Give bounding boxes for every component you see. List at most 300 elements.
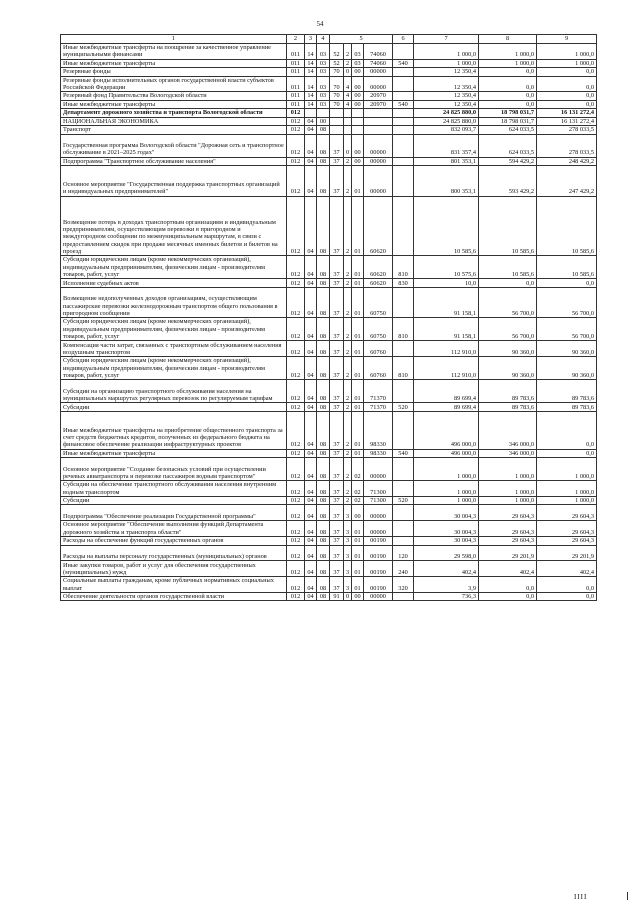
- code-subprogram: 2: [344, 287, 352, 317]
- code-subsection: 00: [317, 117, 330, 126]
- amount-year-2: 29 201,9: [479, 545, 537, 561]
- code-direction: 60620: [364, 256, 393, 279]
- code-section: 04: [305, 561, 317, 577]
- code-expense-type: [393, 68, 414, 77]
- amount-year-1: 91 158,1: [414, 287, 479, 317]
- amount-year-1: 12 350,4: [414, 100, 479, 109]
- code-admin: 012: [287, 166, 305, 196]
- amount-year-3: 402,4: [537, 561, 597, 577]
- code-subsection: 08: [317, 458, 330, 481]
- code-section: 14: [305, 44, 317, 60]
- code-program: 70: [330, 68, 344, 77]
- table-row: [61, 287, 597, 317]
- amount-year-1: 1 000,0: [414, 458, 479, 481]
- code-admin: 012: [287, 380, 305, 403]
- code-measure: [352, 109, 364, 118]
- code-program: 37: [330, 403, 344, 412]
- code-program: 37: [330, 505, 344, 521]
- header-cell-3: 3: [305, 35, 317, 44]
- code-direction: 71300: [364, 481, 393, 497]
- code-measure: 01: [352, 577, 364, 593]
- code-subprogram: 4: [344, 100, 352, 109]
- code-direction: 00190: [364, 545, 393, 561]
- code-program: 37: [330, 134, 344, 157]
- code-subprogram: 2: [344, 380, 352, 403]
- code-measure: 01: [352, 561, 364, 577]
- amount-year-2: 18 798 031,7: [479, 117, 537, 126]
- code-measure: 01: [352, 537, 364, 546]
- code-admin: 011: [287, 100, 305, 109]
- code-admin: 011: [287, 92, 305, 101]
- table-row: [61, 521, 597, 537]
- table-row: [61, 357, 597, 380]
- code-measure: 01: [352, 357, 364, 380]
- code-section: 04: [305, 521, 317, 537]
- row-name: Резервные фонды: [61, 68, 287, 77]
- code-subprogram: 2: [344, 279, 352, 288]
- code-subsection: 08: [317, 561, 330, 577]
- code-admin: 012: [287, 134, 305, 157]
- code-section: 04: [305, 157, 317, 166]
- table-row: [61, 59, 597, 68]
- amount-year-2: 10 585,6: [479, 196, 537, 256]
- amount-year-2: 29 604,3: [479, 521, 537, 537]
- code-expense-type: [393, 481, 414, 497]
- table-row: [61, 545, 597, 561]
- code-measure: 01: [352, 256, 364, 279]
- amount-year-1: 30 004,3: [414, 505, 479, 521]
- code-program: 37: [330, 166, 344, 196]
- code-subsection: 08: [317, 449, 330, 458]
- code-direction: 98330: [364, 449, 393, 458]
- code-direction: 60760: [364, 341, 393, 357]
- table-row: [61, 341, 597, 357]
- amount-year-1: 30 004,3: [414, 537, 479, 546]
- table-row: [61, 157, 597, 166]
- code-subsection: 08: [317, 577, 330, 593]
- table-row: [61, 592, 597, 601]
- code-subsection: 08: [317, 157, 330, 166]
- row-name: Иные межбюджетные трансферты: [61, 449, 287, 458]
- amount-year-3: 90 360,0: [537, 357, 597, 380]
- code-admin: 012: [287, 481, 305, 497]
- code-subsection: 08: [317, 521, 330, 537]
- code-program: 37: [330, 157, 344, 166]
- amount-year-1: 1 000,0: [414, 496, 479, 505]
- code-direction: 71370: [364, 403, 393, 412]
- code-subprogram: [344, 109, 352, 118]
- code-subprogram: 4: [344, 92, 352, 101]
- code-admin: 012: [287, 537, 305, 546]
- code-admin: 012: [287, 577, 305, 593]
- amount-year-1: 24 825 880,0: [414, 109, 479, 118]
- code-expense-type: 520: [393, 496, 414, 505]
- code-expense-type: 540: [393, 59, 414, 68]
- code-expense-type: 810: [393, 318, 414, 341]
- code-program: 37: [330, 279, 344, 288]
- code-program: 70: [330, 100, 344, 109]
- table-row: [61, 109, 597, 118]
- amount-year-3: 0,0: [537, 100, 597, 109]
- row-name: Исполнение судебных актов: [61, 279, 287, 288]
- code-subsection: 03: [317, 68, 330, 77]
- row-name: Субсидии: [61, 403, 287, 412]
- amount-year-2: 0,0: [479, 279, 537, 288]
- amount-year-1: 736,3: [414, 592, 479, 601]
- amount-year-2: 89 783,6: [479, 380, 537, 403]
- code-subsection: 08: [317, 537, 330, 546]
- code-section: 04: [305, 126, 317, 135]
- code-measure: 02: [352, 496, 364, 505]
- code-expense-type: [393, 341, 414, 357]
- code-subprogram: 2: [344, 403, 352, 412]
- code-expense-type: [393, 196, 414, 256]
- code-section: 14: [305, 92, 317, 101]
- code-subsection: 08: [317, 357, 330, 380]
- code-expense-type: 120: [393, 545, 414, 561]
- amount-year-2: 0,0: [479, 76, 537, 92]
- code-program: 70: [330, 92, 344, 101]
- code-expense-type: [393, 458, 414, 481]
- row-name: НАЦИОНАЛЬНАЯ ЭКОНОМИКА: [61, 117, 287, 126]
- code-direction: 60620: [364, 196, 393, 256]
- code-measure: [352, 126, 364, 135]
- amount-year-1: 1 000,0: [414, 481, 479, 497]
- table-row: [61, 505, 597, 521]
- amount-year-1: 496 000,0: [414, 449, 479, 458]
- code-direction: 00000: [364, 157, 393, 166]
- code-measure: 00: [352, 68, 364, 77]
- code-direction: 00190: [364, 537, 393, 546]
- row-name: Компенсация части затрат, связанных с транспортным обслуживанием населения воздушным транспортом: [61, 341, 287, 357]
- code-measure: 02: [352, 481, 364, 497]
- row-name: Расходы на выплаты персоналу государственных (муниципальных) органов: [61, 545, 287, 561]
- code-section: 04: [305, 287, 317, 317]
- code-subprogram: 0: [344, 134, 352, 157]
- code-measure: 01: [352, 521, 364, 537]
- code-admin: 012: [287, 505, 305, 521]
- table-row: [61, 44, 597, 60]
- amount-year-2: 593 429,2: [479, 166, 537, 196]
- code-section: 04: [305, 481, 317, 497]
- amount-year-1: 24 825 880,0: [414, 117, 479, 126]
- row-name: Подпрограмма "Обеспечение реализации Государственной программы": [61, 505, 287, 521]
- code-subsection: 03: [317, 100, 330, 109]
- code-subprogram: 3: [344, 505, 352, 521]
- amount-year-3: 0,0: [537, 577, 597, 593]
- code-direction: 00000: [364, 458, 393, 481]
- code-program: 37: [330, 380, 344, 403]
- row-name: Резервные фонды исполнительных органов государственной власти субъектов Российской Федерации: [61, 76, 287, 92]
- code-subsection: 08: [317, 341, 330, 357]
- code-direction: [364, 126, 393, 135]
- code-admin: 012: [287, 126, 305, 135]
- code-admin: 012: [287, 458, 305, 481]
- code-program: 37: [330, 561, 344, 577]
- amount-year-1: 91 158,1: [414, 318, 479, 341]
- amount-year-1: 112 910,0: [414, 341, 479, 357]
- code-subsection: [317, 109, 330, 118]
- code-expense-type: [393, 117, 414, 126]
- row-name: Транспорт: [61, 126, 287, 135]
- code-direction: [364, 117, 393, 126]
- code-subprogram: 0: [344, 68, 352, 77]
- code-program: 37: [330, 449, 344, 458]
- code-expense-type: [393, 521, 414, 537]
- row-name: Иные межбюджетные трансферты: [61, 100, 287, 109]
- code-measure: 00: [352, 100, 364, 109]
- code-direction: 00000: [364, 592, 393, 601]
- amount-year-3: 278 033,5: [537, 126, 597, 135]
- code-expense-type: [393, 592, 414, 601]
- code-expense-type: [393, 411, 414, 449]
- amount-year-2: 10 585,6: [479, 256, 537, 279]
- code-admin: 012: [287, 449, 305, 458]
- code-expense-type: [393, 505, 414, 521]
- code-measure: 01: [352, 449, 364, 458]
- table-row: [61, 76, 597, 92]
- amount-year-2: 18 798 031,7: [479, 109, 537, 118]
- amount-year-3: 16 131 272,4: [537, 109, 597, 118]
- code-expense-type: [393, 92, 414, 101]
- code-section: 14: [305, 100, 317, 109]
- code-measure: 01: [352, 380, 364, 403]
- code-expense-type: [393, 157, 414, 166]
- amount-year-1: 29 598,0: [414, 545, 479, 561]
- code-measure: 01: [352, 287, 364, 317]
- code-admin: 012: [287, 117, 305, 126]
- amount-year-1: 12 350,4: [414, 76, 479, 92]
- code-program: 37: [330, 577, 344, 593]
- amount-year-3: 1 000,0: [537, 458, 597, 481]
- code-section: 04: [305, 380, 317, 403]
- code-direction: 00000: [364, 68, 393, 77]
- code-admin: 011: [287, 59, 305, 68]
- amount-year-2: 1 000,0: [479, 44, 537, 60]
- code-section: 04: [305, 318, 317, 341]
- amount-year-3: 90 360,0: [537, 341, 597, 357]
- code-direction: 60760: [364, 357, 393, 380]
- amount-year-1: 112 910,0: [414, 357, 479, 380]
- amount-year-1: 10,0: [414, 279, 479, 288]
- amount-year-3: 89 783,6: [537, 380, 597, 403]
- amount-year-1: 12 350,4: [414, 92, 479, 101]
- code-section: 14: [305, 59, 317, 68]
- code-admin: 012: [287, 592, 305, 601]
- code-measure: [352, 117, 364, 126]
- amount-year-1: 496 000,0: [414, 411, 479, 449]
- amount-year-1: 30 004,3: [414, 521, 479, 537]
- code-admin: 012: [287, 357, 305, 380]
- code-direction: 20970: [364, 100, 393, 109]
- amount-year-3: 29 604,3: [537, 505, 597, 521]
- code-expense-type: 540: [393, 100, 414, 109]
- code-measure: 02: [352, 458, 364, 481]
- amount-year-3: 1 000,0: [537, 59, 597, 68]
- table-row: [61, 318, 597, 341]
- table-row: [61, 68, 597, 77]
- amount-year-3: 0,0: [537, 449, 597, 458]
- code-program: 37: [330, 411, 344, 449]
- code-section: 04: [305, 449, 317, 458]
- code-admin: 012: [287, 279, 305, 288]
- amount-year-3: 10 585,6: [537, 196, 597, 256]
- row-name: Возмещение потерь в доходах транспортным организациям и индивидуальным предпринимателям, осуществляющим перевозки в пригородном и междугородном сообщении по межмуниципальным маршрутам, в связи с предоставлением скидок при продаже месячных именных билетов и билетов на проезд: [61, 196, 287, 256]
- code-direction: 71370: [364, 380, 393, 403]
- code-direction: 00190: [364, 577, 393, 593]
- code-measure: 01: [352, 196, 364, 256]
- code-section: 04: [305, 403, 317, 412]
- code-subsection: 08: [317, 505, 330, 521]
- header-cell-7: 7: [414, 35, 479, 44]
- code-direction: 71300: [364, 496, 393, 505]
- header-cell-8: 8: [479, 35, 537, 44]
- amount-year-3: 10 585,6: [537, 256, 597, 279]
- amount-year-3: 29 604,3: [537, 521, 597, 537]
- amount-year-2: 90 360,0: [479, 341, 537, 357]
- row-name: Обеспечение деятельности органов государственной власти: [61, 592, 287, 601]
- code-subprogram: [344, 126, 352, 135]
- code-expense-type: 240: [393, 561, 414, 577]
- code-section: 04: [305, 545, 317, 561]
- code-section: 04: [305, 134, 317, 157]
- code-subprogram: 2: [344, 157, 352, 166]
- row-name: Субсидии на обеспечение транспортного обслуживания населения внутренним водным транспортом: [61, 481, 287, 497]
- code-direction: 00000: [364, 505, 393, 521]
- code-subsection: 08: [317, 318, 330, 341]
- amount-year-1: 10 575,6: [414, 256, 479, 279]
- table-row: [61, 92, 597, 101]
- code-expense-type: 320: [393, 577, 414, 593]
- code-direction: 74060: [364, 44, 393, 60]
- code-expense-type: [393, 166, 414, 196]
- table-row: [61, 449, 597, 458]
- code-direction: 00000: [364, 76, 393, 92]
- table-row: [61, 537, 597, 546]
- code-program: 70: [330, 76, 344, 92]
- code-program: 91: [330, 592, 344, 601]
- row-name: Подпрограмма "Транспортное обслуживание населения": [61, 157, 287, 166]
- code-admin: 011: [287, 68, 305, 77]
- code-measure: 01: [352, 279, 364, 288]
- amount-year-2: 624 033,5: [479, 126, 537, 135]
- amount-year-3: 16 131 272,4: [537, 117, 597, 126]
- amount-year-2: 594 429,2: [479, 157, 537, 166]
- table-row: [61, 380, 597, 403]
- code-subprogram: 2: [344, 411, 352, 449]
- code-subprogram: 3: [344, 561, 352, 577]
- row-name: Субсидии на организацию транспортного обслуживания населения на муниципальных маршрутах регулярных перевозок по регулируемым тарифам: [61, 380, 287, 403]
- code-expense-type: [393, 287, 414, 317]
- amount-year-3: 1 000,0: [537, 44, 597, 60]
- code-subprogram: 2: [344, 166, 352, 196]
- code-subsection: 08: [317, 545, 330, 561]
- amount-year-2: 0,0: [479, 592, 537, 601]
- code-measure: 01: [352, 403, 364, 412]
- code-program: 37: [330, 318, 344, 341]
- code-section: 14: [305, 76, 317, 92]
- table-row: [61, 279, 597, 288]
- code-section: 04: [305, 357, 317, 380]
- code-section: 04: [305, 537, 317, 546]
- code-direction: [364, 109, 393, 118]
- code-subsection: 08: [317, 166, 330, 196]
- amount-year-2: 0,0: [479, 577, 537, 593]
- row-name: Иные межбюджетные трансферты на приобретение общественного транспорта за счет средств бюджетных кредитов, полученных из федерального бюджета на финансовое обеспечение реализации инфраструктурных проектов: [61, 411, 287, 449]
- row-name: Иные межбюджетные трансферты на поощрение за качественное управление муниципальными финансами: [61, 44, 287, 60]
- code-subprogram: 2: [344, 196, 352, 256]
- code-admin: 012: [287, 545, 305, 561]
- code-section: 04: [305, 196, 317, 256]
- amount-year-1: 800 353,1: [414, 166, 479, 196]
- code-expense-type: [393, 537, 414, 546]
- code-subprogram: 2: [344, 496, 352, 505]
- code-direction: 00190: [364, 561, 393, 577]
- code-measure: 00: [352, 92, 364, 101]
- amount-year-3: 1 000,0: [537, 496, 597, 505]
- code-measure: 01: [352, 318, 364, 341]
- table-row: [61, 256, 597, 279]
- code-section: [305, 109, 317, 118]
- code-measure: 00: [352, 505, 364, 521]
- code-direction: 60750: [364, 287, 393, 317]
- code-direction: 98330: [364, 411, 393, 449]
- code-admin: 011: [287, 76, 305, 92]
- amount-year-2: 56 700,0: [479, 287, 537, 317]
- code-admin: 012: [287, 318, 305, 341]
- code-measure: 03: [352, 44, 364, 60]
- table-row: [61, 196, 597, 256]
- code-expense-type: [393, 126, 414, 135]
- amount-year-1: 402,4: [414, 561, 479, 577]
- table-row: [61, 134, 597, 157]
- amount-year-1: 801 353,1: [414, 157, 479, 166]
- code-program: 37: [330, 357, 344, 380]
- budget-table: [60, 34, 597, 601]
- code-subprogram: 3: [344, 577, 352, 593]
- code-measure: 00: [352, 592, 364, 601]
- amount-year-2: 90 360,0: [479, 357, 537, 380]
- code-admin: 012: [287, 411, 305, 449]
- code-subprogram: 0: [344, 592, 352, 601]
- code-admin: 012: [287, 287, 305, 317]
- table-row: [61, 561, 597, 577]
- amount-year-2: 0,0: [479, 100, 537, 109]
- row-name: Социальные выплаты гражданам, кроме публичных нормативных социальных выплат: [61, 577, 287, 593]
- amount-year-1: 10 585,6: [414, 196, 479, 256]
- code-direction: 60620: [364, 279, 393, 288]
- code-admin: 011: [287, 44, 305, 60]
- amount-year-2: 346 000,0: [479, 449, 537, 458]
- amount-year-1: 3,9: [414, 577, 479, 593]
- amount-year-2: 402,4: [479, 561, 537, 577]
- table-row: [61, 411, 597, 449]
- code-subprogram: 2: [344, 341, 352, 357]
- code-admin: 012: [287, 341, 305, 357]
- code-subsection: 08: [317, 403, 330, 412]
- footer-tick: [627, 892, 628, 900]
- code-direction: 00000: [364, 166, 393, 196]
- amount-year-3: 29 201,9: [537, 545, 597, 561]
- amount-year-1: 831 357,4: [414, 134, 479, 157]
- code-section: 04: [305, 341, 317, 357]
- amount-year-1: 89 699,4: [414, 380, 479, 403]
- code-admin: 012: [287, 196, 305, 256]
- row-name: Резервный фонд Правительства Вологодской области: [61, 92, 287, 101]
- amount-year-3: 0,0: [537, 279, 597, 288]
- code-program: 37: [330, 341, 344, 357]
- amount-year-2: 346 000,0: [479, 411, 537, 449]
